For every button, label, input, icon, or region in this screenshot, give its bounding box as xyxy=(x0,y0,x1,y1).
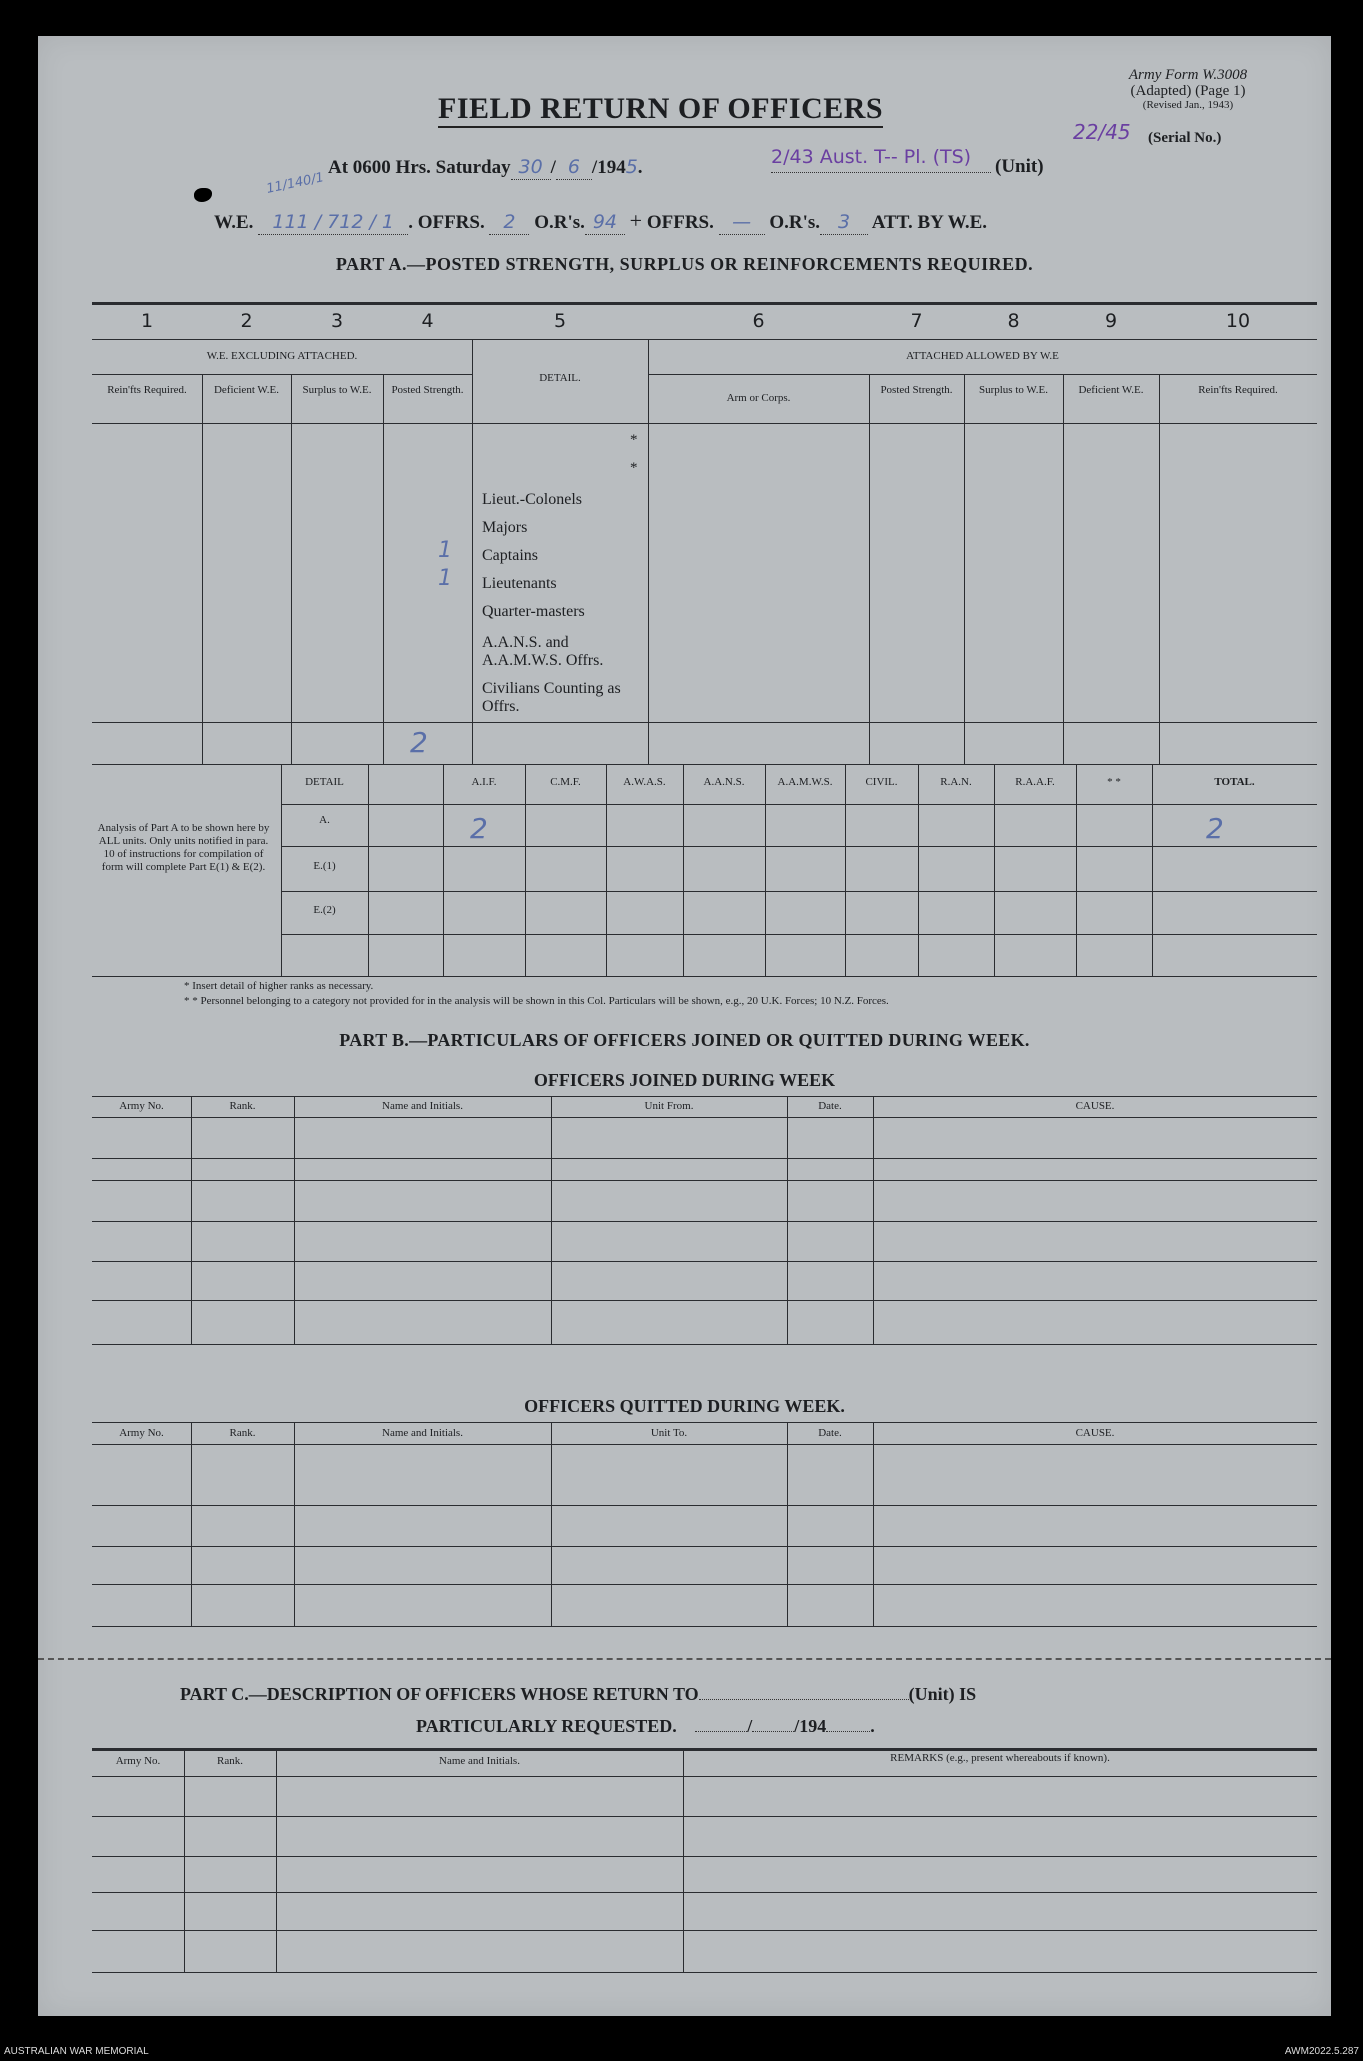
form-number: Army Form W.3008 xyxy=(1128,67,1248,83)
rank-label: Lieutenants xyxy=(482,575,557,592)
time-label: At 0600 Hrs. xyxy=(328,157,431,178)
rank-label: Civilians Counting as Offrs. xyxy=(482,680,621,715)
col-header: Rein'fts Required. xyxy=(1198,384,1278,396)
part-c-line-1 xyxy=(180,1684,976,1705)
analysis-row-label: A. xyxy=(319,814,330,826)
part-c-year: 194 xyxy=(799,1716,827,1736)
col-number: 1 xyxy=(140,310,154,332)
rank-label: Majors xyxy=(482,519,528,536)
unit-label: (Unit) xyxy=(995,156,1044,177)
analysis-header: R.A.A.F. xyxy=(1015,776,1055,788)
col-number: 6 xyxy=(752,310,765,332)
col-number: 8 xyxy=(1007,310,1020,332)
unit-line xyxy=(771,172,991,173)
rank-label: A.A.N.S. and A.A.M.W.S. Offrs. xyxy=(482,634,604,669)
day-label: Saturday xyxy=(435,157,511,178)
analysis-header: A.A.N.S. xyxy=(703,776,745,788)
attached-allowed-header: ATTACHED ALLOWED BY W.E xyxy=(906,350,1059,362)
ors-value: 94 xyxy=(592,211,617,233)
plus-sign: + xyxy=(629,208,643,233)
analysis-header: * * xyxy=(1107,776,1121,788)
date-month: 6 xyxy=(567,156,580,178)
footnote-2: * * Personnel belonging to a category not provided for in the analysis will be shown in this Col. Particulars will be shown, e.g., 20 U.K. Forces; 10 N.Z. Forces. xyxy=(184,995,889,1007)
asterisk: * xyxy=(630,460,638,476)
we-annotation: 11/140/1 xyxy=(265,170,326,197)
analysis-row-label: E.(2) xyxy=(313,904,336,916)
posted-total: 2 xyxy=(410,726,428,759)
page-title: FIELD RETURN OF OFFICERS xyxy=(438,92,883,128)
analysis-total-a: 2 xyxy=(1206,812,1224,845)
date-day: 30 xyxy=(518,156,543,178)
form-revised: (Revised Jan., 1943) xyxy=(1142,98,1234,111)
footer-left: AUSTRALIAN WAR MEMORIAL xyxy=(4,2046,149,2057)
we-excluding-header: W.E. EXCLUDING ATTACHED. xyxy=(206,350,358,362)
year-suffix: 5 xyxy=(625,156,638,178)
quitted-col-header: Army No. xyxy=(119,1427,164,1439)
col-number: 3 xyxy=(330,310,344,332)
header-strength-line: W.E. 111 / 712 / 1 . OFFRS. 2 O.R's. 94 + OFFRS. — O.R's. 3 ATT. BY W.E. xyxy=(214,208,988,233)
joined-col-header: CAUSE. xyxy=(1075,1100,1115,1112)
col-header: Surplus to W.E. xyxy=(978,384,1049,396)
joined-col-header: Unit From. xyxy=(644,1100,694,1112)
rank-list xyxy=(482,486,648,716)
col-header: Arm or Corps. xyxy=(726,392,791,404)
analysis-header: CIVIL. xyxy=(865,776,898,788)
perforation-line xyxy=(38,1658,1331,1660)
col-header: Posted Strength. xyxy=(880,384,953,396)
part-c-line-2: PARTICULARLY REQUESTED. / /194 . xyxy=(416,1716,875,1736)
form-reference xyxy=(1068,68,1308,111)
joined-col-header: Date. xyxy=(818,1100,842,1112)
quitted-col-header: Date. xyxy=(818,1427,842,1439)
posted-captains: 1 xyxy=(438,538,452,563)
quitted-col-header: CAUSE. xyxy=(1075,1427,1115,1439)
col-header: Posted Strength. xyxy=(391,384,464,396)
ink-blot xyxy=(194,188,212,202)
col-header: Rein'fts Required. xyxy=(107,384,187,396)
part-c-unit-label: (Unit) IS xyxy=(908,1684,977,1704)
ors-label: O.R's. xyxy=(534,212,585,233)
quitted-title: OFFICERS QUITTED DURING WEEK. xyxy=(524,1396,845,1416)
header-date-line: At 0600 Hrs. Saturday 30 / 6 /1945. xyxy=(328,156,643,178)
part-b-heading: PART B.—PARTICULARS OF OFFICERS JOINED OR QUITTED DURING WEEK. xyxy=(339,1030,1030,1050)
analysis-header: A.A.M.W.S. xyxy=(777,776,833,788)
year-prefix: 194 xyxy=(597,157,626,178)
footer-right: AWM2022.5.287 xyxy=(1284,2046,1359,2057)
form-sheet xyxy=(38,36,1331,2016)
detail-header: DETAIL. xyxy=(539,372,581,384)
analysis-header: TOTAL. xyxy=(1214,776,1255,788)
quitted-col-header: Unit To. xyxy=(650,1427,688,1439)
we-label: W.E. xyxy=(214,212,254,233)
offrs-value: 2 xyxy=(503,211,516,233)
serial-value: 22/45 xyxy=(1073,120,1131,144)
part-c-col-header: Rank. xyxy=(217,1755,243,1767)
part-c-requested: PARTICULARLY REQUESTED. xyxy=(416,1716,677,1736)
col-number: 7 xyxy=(910,310,923,332)
analysis-header: C.M.F. xyxy=(550,776,581,788)
joined-col-header: Army No. xyxy=(119,1100,164,1112)
footnote-1: * Insert detail of higher ranks as necessary. xyxy=(184,980,374,992)
offrs-label: OFFRS. xyxy=(417,212,485,233)
analysis-header: DETAIL xyxy=(305,776,344,788)
joined-col-header: Rank. xyxy=(229,1100,256,1112)
quitted-col-header: Rank. xyxy=(229,1427,256,1439)
col-number: 10 xyxy=(1225,310,1251,332)
joined-title: OFFICERS JOINED DURING WEEK xyxy=(533,1070,836,1090)
offrs2-value: — xyxy=(732,211,752,233)
rank-label: Quarter-masters xyxy=(482,603,585,620)
quitted-col-header: Name and Initials. xyxy=(382,1427,463,1439)
part-c-col-header: Name and Initials. xyxy=(439,1755,520,1767)
asterisk: * xyxy=(630,432,638,448)
analysis-aif-a: 2 xyxy=(470,812,488,845)
unit-stamp: 2/43 Aust. T-- Pl. (TS) xyxy=(771,146,972,168)
part-c-col-header: REMARKS (e.g., present whereabouts if known). xyxy=(890,1752,1110,1764)
part-a-heading: PART A.—POSTED STRENGTH, SURPLUS OR REINFORCEMENTS REQUIRED. xyxy=(335,254,1034,274)
col-number: 4 xyxy=(421,310,434,332)
part-c-col-header: Army No. xyxy=(115,1755,161,1767)
part-c-heading: PART C.—DESCRIPTION OF OFFICERS WHOSE RETURN TO xyxy=(180,1684,699,1704)
col-header: Deficient W.E. xyxy=(1078,384,1144,396)
col-number: 5 xyxy=(553,310,567,332)
analysis-row-label: E.(1) xyxy=(313,860,336,872)
analysis-header: R.A.N. xyxy=(940,776,972,788)
analysis-header: A.I.F. xyxy=(471,776,497,788)
att-label: ATT. BY W.E. xyxy=(871,212,988,233)
col-header: Deficient W.E. xyxy=(213,384,280,396)
analysis-note: Analysis of Part A to be shown here by ALL units. Only units notified in para. 10 of instructions for compilation of form will complete Part E(1) & E(2). xyxy=(97,822,270,873)
analysis-header: A.W.A.S. xyxy=(623,776,666,788)
ors2-label: O.R's. xyxy=(769,212,821,233)
serial-label: (Serial No.) xyxy=(1148,130,1222,146)
joined-col-header: Name and Initials. xyxy=(382,1100,463,1112)
rank-label: Captains xyxy=(482,547,538,564)
offrs2-label: OFFRS. xyxy=(646,212,714,233)
col-number: 9 xyxy=(1104,310,1118,332)
col-header: Surplus to W.E. xyxy=(302,384,372,396)
posted-lieutenants: 1 xyxy=(438,566,452,591)
we-value: 111 / 712 / 1 xyxy=(272,211,394,233)
form-adapted: (Adapted) (Page 1) xyxy=(1130,82,1246,99)
col-number: 2 xyxy=(240,310,253,332)
ors2-value: 3 xyxy=(838,211,851,233)
rank-label: Lieut.-Colonels xyxy=(482,491,582,508)
